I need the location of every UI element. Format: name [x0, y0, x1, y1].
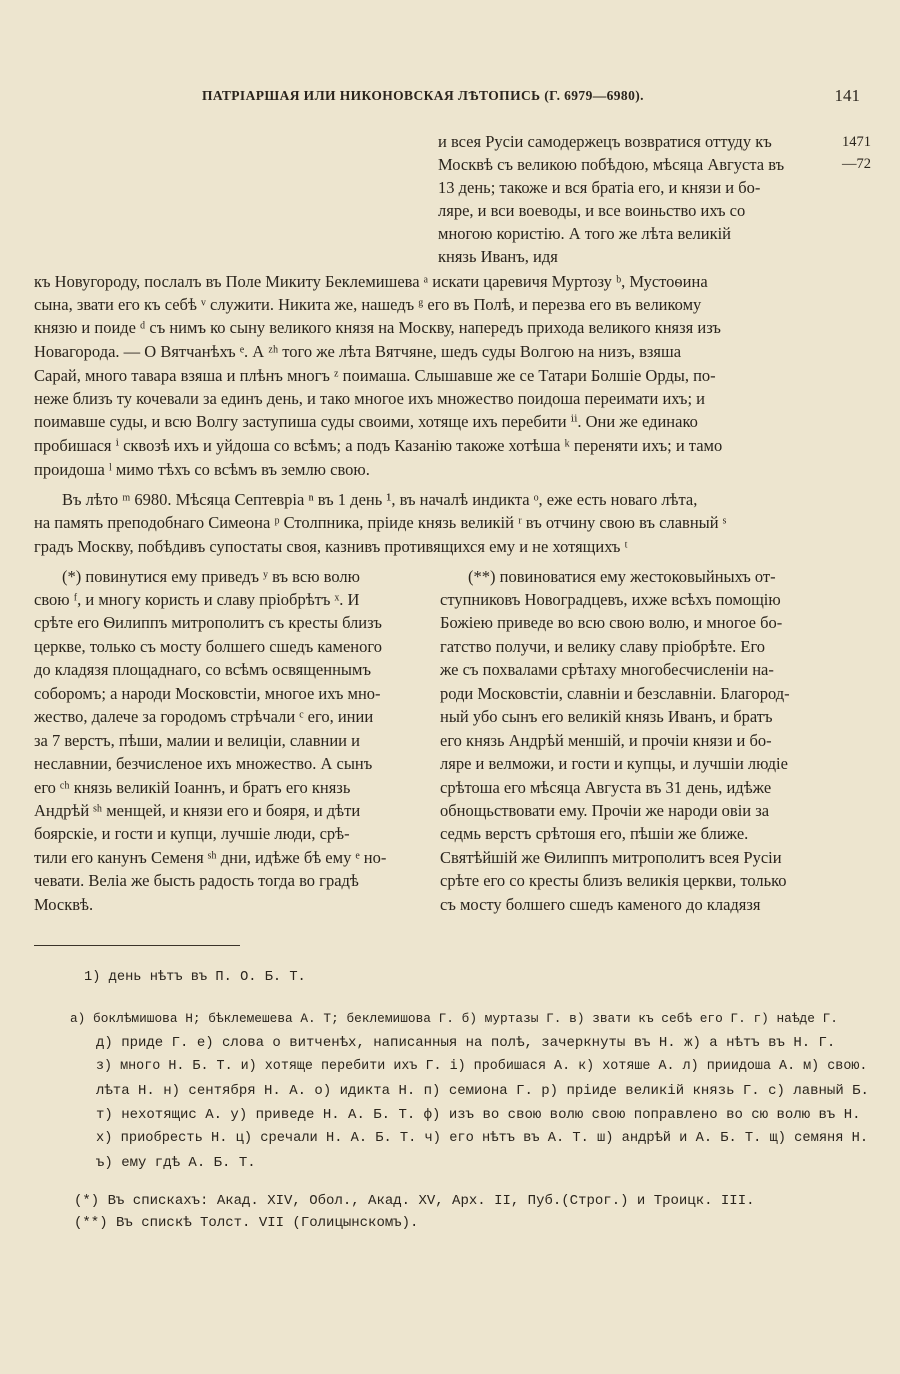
text-line: Сарай, много тавара взяша и плѣнъ многъ ᶻ поимаша. Слышавше же се Татари Болшіе Орды, по-	[34, 366, 716, 385]
text-line: свою ᶠ, и многу користь и славу пріобрѣтъ ˣ. И	[34, 590, 360, 609]
text-line: ляре, и вси воеводы, и все воиньство ихъ со	[438, 201, 746, 220]
text-line: Москвѣ съ великою побѣдою, мѣсяца Августа въ	[438, 155, 785, 174]
text-line: обнощьствовати ему. Прочіи же народи овіи за	[440, 801, 770, 820]
footnote-line: (*) Въ спискахъ: Акад. XIV, Обол., Акад. XV, Арх. II, Пуб.(Строг.) и Троицк. III.	[74, 1193, 755, 1209]
text-line: на память преподобнаго Симеона ᵖ Столпника, пріиде князь великій ʳ въ отчину свою въ славный ˢ	[34, 513, 727, 532]
text-line: же съ похвалами срѣтаху многобесчисленіи на-	[440, 660, 774, 679]
text-line: срѣте его со кресты близъ великія церкви, только	[440, 871, 787, 890]
text-line: гатство получи, и велику славу пріобрѣте. Его	[440, 637, 766, 656]
footnote-line: д) приде Г. е) слова о витченѣх, написанныя на полѣ, зачеркнуты въ Н. ж) а нѣтъ въ Н. Г.	[96, 1035, 836, 1051]
text-line: (**) повиноватися ему жестоковыйныхъ от-	[468, 567, 776, 586]
text-line: и всея Русіи самодержецъ возвратися оттуду къ	[438, 132, 772, 151]
text-line: князь Иванъ, идя	[438, 247, 558, 266]
footnote-line: т) нехотящис А. у) приведе Н. А. Б. Т. ф) изъ во свою волю свою поправлено во сю волю въ Н.	[96, 1107, 861, 1123]
text-line: роди Московстіи, славніи и безславніи. Благород-	[440, 684, 790, 703]
text-line: Святѣйшій же Ѳилиппъ митрополитъ всея Русіи	[440, 848, 782, 867]
text-line: до кладязя площаднаго, со всѣмъ освященнымъ	[34, 660, 371, 679]
text-line: неславнии, безчисленое ихъ множество. А сынъ	[34, 754, 373, 773]
text-line: его князь Андрѣй меншій, и прочіи князи и бо-	[440, 731, 772, 750]
text-line: Москвѣ.	[34, 895, 94, 914]
margin-year-start: 1471	[842, 134, 871, 150]
text-line: Андрѣй ˢʰ менщей, и князи его и бояря, и дѣти	[34, 801, 361, 820]
footnote-divider	[34, 945, 240, 946]
text-line: ный убо сынъ его великій князь Иванъ, и братъ	[440, 707, 773, 726]
text-line: ступниковъ Новоградцевъ, ихже всѣхъ помощію	[440, 590, 781, 609]
footnote-numbered: 1) день нѣтъ въ П. О. Б. Т.	[84, 970, 306, 985]
footnote-line: з) много Н. Б. Т. и) хотяще перебити ихъ Г. і) пробишася А. к) хотяше А. л) приидоша А. м) свою.	[96, 1059, 868, 1074]
text-line: Новагорода. — О Вятчанѣхъ ᵉ. А ᶻʰ того же лѣта Вятчяне, шедъ суды Волгою на низъ, взяша	[34, 342, 682, 361]
text-line: за 7 верстъ, пѣши, малии и велиціи, славнии и	[34, 731, 360, 750]
text-line: тили его канунъ Семеня ˢʰ дни, идѣже бѣ ему ᵉ но-	[34, 848, 387, 867]
text-line: градъ Москву, побѣдивъ супостаты своя, казнивъ противящихся ему и не хотящихъ ᵗ	[34, 537, 628, 556]
text-line: Въ лѣто ᵐ 6980. Мѣсяца Септевріа ⁿ въ 1 день ¹, въ началѣ индикта ᵒ, еже есть новаго лѣта,	[62, 490, 698, 509]
text-line: срѣте его Ѳилиппъ митрополитъ съ кресты близъ	[34, 613, 382, 632]
text-line: церкве, только съ мосту болшего сшедъ каменого	[34, 637, 382, 656]
text-line: седмь верстъ срѣтошя его, пѣшіи же ближе.	[440, 824, 749, 843]
margin-year-end: —72	[842, 156, 871, 172]
text-line: сына, звати его къ себѣ ᵛ служити. Никита же, нашедъ ᵍ его въ Полѣ, и перезва его въ великому	[34, 295, 702, 314]
text-line: пробишася ⁱ сквозѣ ихъ и уйдоша со всѣмъ; а подъ Казанію такоже хотѣша ᵏ переняти ихъ; и тамо	[34, 436, 723, 455]
text-line: ляре и велможи, и гости и купцы, и лучшіи людіе	[440, 754, 788, 773]
text-line: боярскіе, и гости и купци, лучшіе люди, срѣ-	[34, 824, 350, 843]
page-number: 141	[834, 86, 860, 105]
running-header: ПАТРІАРШАЯ ИЛИ НИКОНОВСКАЯ ЛѢТОПИСЬ (Г. 6979—6980).	[202, 88, 644, 103]
text-line: жество, далече за городомъ стрѣчали ᶜ его, инии	[34, 707, 374, 726]
footnote-line: (**) Въ спискѣ Толст. VII (Голицынскомъ).	[74, 1215, 419, 1231]
text-line: многою користію. А того же лѣта великій	[438, 224, 731, 243]
text-line: 13 день; такоже и вся братіа его, и князи и бо-	[438, 178, 761, 197]
footnote-line: а) боклѣмишова Н; бѣклемешева А. Т; беклемишова Г. б) муртазы Г. в) звати къ себѣ его Г. г) наѣде Г.	[70, 1011, 838, 1026]
text-line: князю и поиде ᵈ съ нимъ ко сыну великого князя на Москву, напередъ прихода великого князя изъ	[34, 318, 721, 337]
footnote-line: х) приобресть Н. ц) сречали Н. А. Б. Т. ч) его нѣтъ въ А. Т. ш) андрѣй и А. Б. Т. щ) семяня Н.	[96, 1131, 869, 1146]
text-line: поимавше суды, и всю Волгу заступиша суды своими, хотяще ихъ перебити ⁱⁱ. Они же единако	[34, 412, 698, 431]
text-line: соборомъ; а народи Московстіи, многое ихъ мно-	[34, 684, 381, 703]
text-line: съ мосту болшего сшедъ каменого до кладязя	[440, 895, 761, 914]
text-line: неже близъ ту кочевали за единъ день, и тако многое ихъ множество поидоша переимати ихъ; и	[34, 389, 705, 408]
text-line: проидоша ˡ мимо тѣхъ со всѣмъ въ землю свою.	[34, 460, 370, 479]
text-line: Божіею приведе во всю свою волю, и многое бо-	[440, 613, 783, 632]
text-line: къ Новугороду, послалъ въ Поле Микиту Беклемишева ᵃ искати царевичя Муртозу ᵇ, Мустоѳина	[34, 272, 708, 291]
footnote-line: лѣта Н. н) сентября Н. А. о) идикта Н. п) семиона Г. р) пріиде великій князь Г. с) лавный Б.	[96, 1083, 869, 1099]
text-line: (*) повинутися ему приведъ ʸ въ всю волю	[62, 567, 360, 586]
text-line: чевати. Веліа же бысть радость тогда во градѣ	[34, 871, 359, 890]
text-line: срѣтоша его мѣсяца Августа въ 31 день, идѣже	[440, 778, 772, 797]
footnote-line: ъ) ему гдѣ А. Б. Т.	[96, 1155, 256, 1171]
text-line: его ᶜʰ князь великій Іоаннъ, и братъ его князь	[34, 778, 351, 797]
